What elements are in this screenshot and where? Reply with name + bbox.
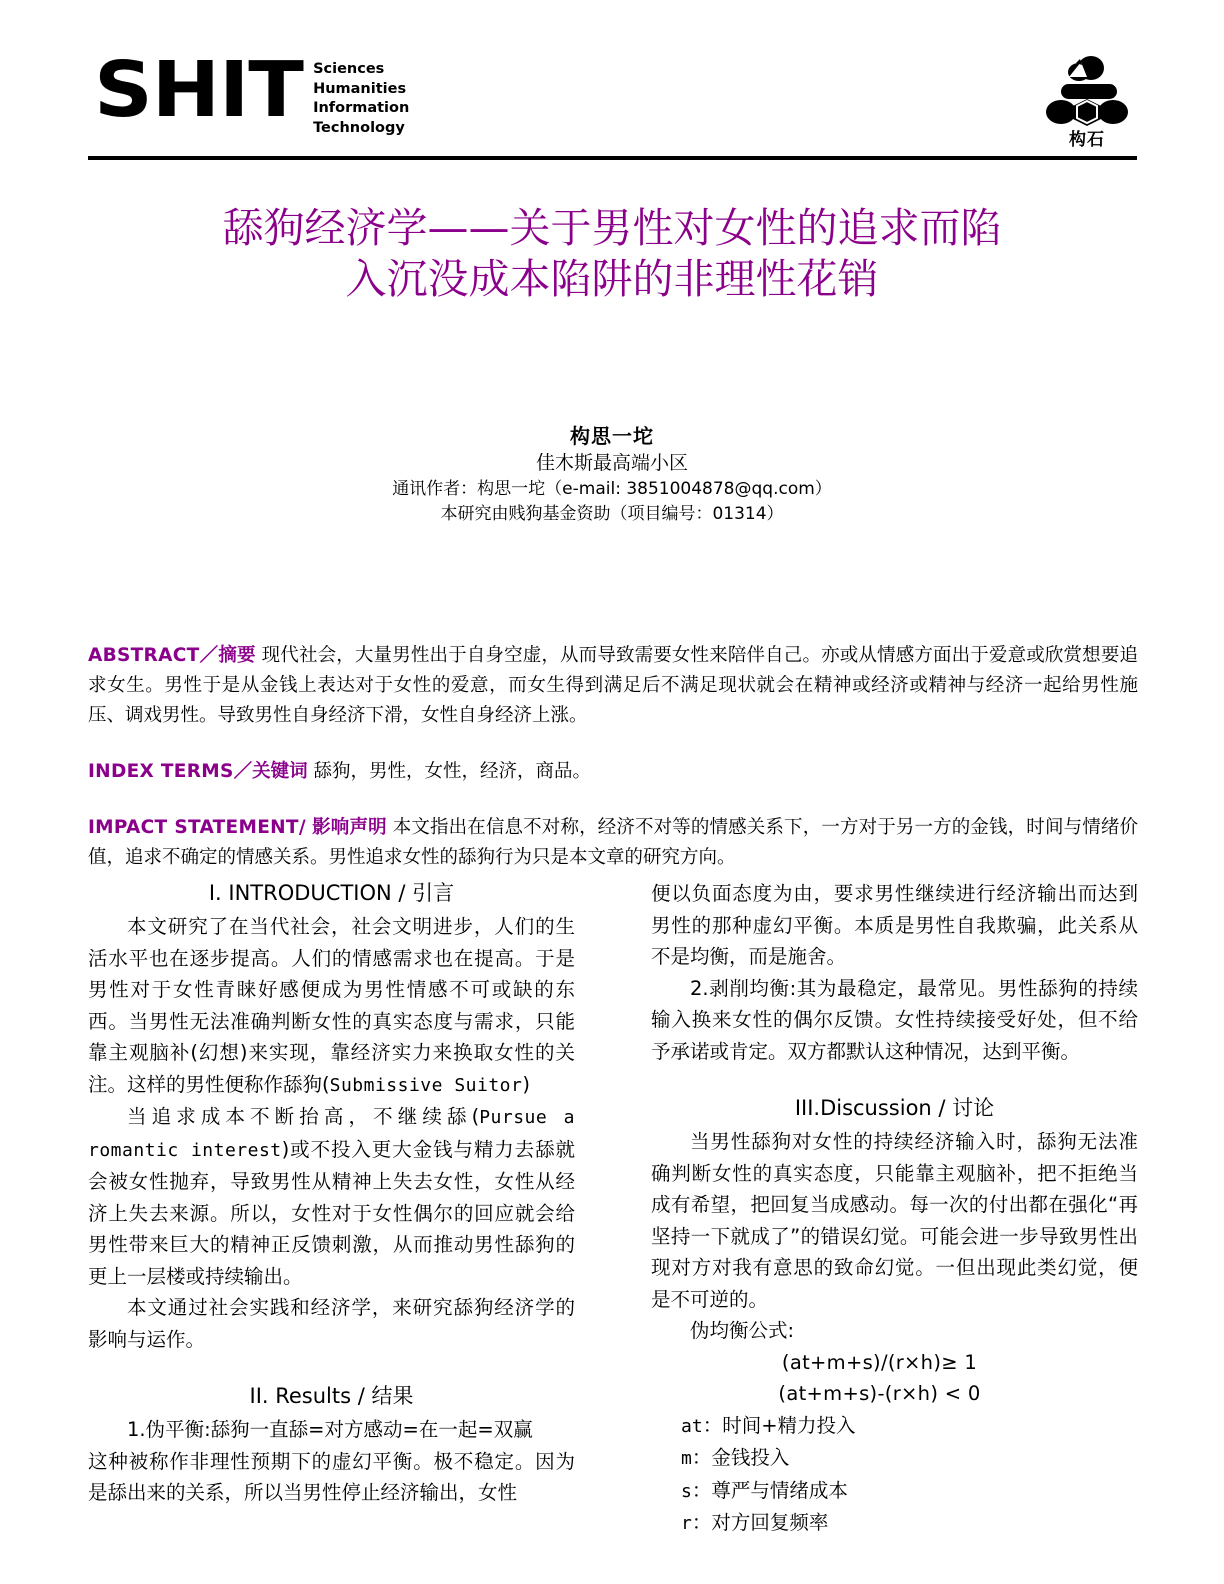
variable-meaning-at: 时间+精力投入 xyxy=(722,1413,856,1437)
results-pseudo-equilibrium-item: 1.伪平衡:舔狗一直舔=对方感动=在一起=双赢 xyxy=(127,1418,533,1441)
publisher-name: 构石 xyxy=(1069,130,1105,150)
intro-paragraph-2-text-a: 当追求成本不断抬高，不继续舔( xyxy=(127,1105,480,1128)
pseudo-equilibrium-formula-1: (at+m+s)/(r×h)≥ 1 xyxy=(781,1350,978,1374)
variable-definition-at xyxy=(651,1410,1138,1443)
results-exploitation-equilibrium-item: 2.剥削均衡:其为最稳定，最常见。男性舔狗的持续输入换来女性的偶尔反馈。女性持续接受好处，但不给予承诺或肯定。双方都默认这种情况，达到平衡。 xyxy=(651,976,1138,1063)
journal-wordmark: SHIT xyxy=(94,46,303,135)
body-column-left xyxy=(88,878,575,1509)
index-terms-text: 舔狗，男性，女性，经济，商品。 xyxy=(313,761,592,782)
expansion-word-humanities: Humanities xyxy=(313,80,407,97)
variable-meaning-r: 对方回复频率 xyxy=(711,1511,829,1534)
body-columns xyxy=(88,878,1138,1558)
variable-definition-s xyxy=(651,1475,1138,1508)
expansion-word-information: Information xyxy=(313,100,410,116)
variable-separator-at: ： xyxy=(702,1413,723,1437)
impact-statement-text: 本文指出在信息不对称，经济不对等的情感关系下，一方对于另一方的金钱，时间与情绪价值，追求不确定的情感关系。男性追求女性的舔狗行为只是本文章的研究方向。 xyxy=(88,817,1138,868)
index-terms-paragraph xyxy=(88,757,1138,787)
front-matter xyxy=(88,641,1138,899)
index-terms-label-en: INDEX TERMS xyxy=(88,761,234,782)
author-affiliation: 佳木斯最高端小区 xyxy=(535,452,688,474)
abstract-text: 现代社会，大量男性出于自身空虚，从而导致需要女性来陪伴自己。亦或从情感方面出于爱意或欣赏想要追求女生。男性于是从金钱上表达对于女性的爱意，而女生得到满足后不满足现状就会在精神或经济或精神与经济一起给男性施压、调戏男性。导致男性自身经济下滑，女性自身经济上涨。 xyxy=(88,645,1138,726)
index-terms-label-zh: ／关键词 xyxy=(233,761,308,782)
variable-definition-r xyxy=(651,1507,1138,1540)
paper-title-line-1: 舔狗经济学——关于男性对女性的追求而陷 xyxy=(222,204,1002,253)
variable-separator-m: ： xyxy=(691,1446,712,1469)
discussion-paragraph-1: 当男性舔狗对女性的持续经济输入时，舔狗无法准确判断女性的真实态度，只能靠主观脑补，把不拒绝当成有希望，把回复当成感动。每一次的付出都在强化“再坚持一下就成了”的错误幻觉。可能会进一步导致男性出现对方对我有意思的致命幻觉。一但出现此类幻觉，便是不可逆的。 xyxy=(651,1130,1138,1311)
author-block xyxy=(112,423,1112,527)
variable-definition-m xyxy=(651,1442,1138,1475)
pseudo-equilibrium-formula-2: (at+m+s)-(r×h) < 0 xyxy=(778,1382,981,1405)
variable-key-at: at xyxy=(681,1415,703,1437)
stacked-stone-pyramid-icon xyxy=(1043,54,1131,130)
body-column-right xyxy=(651,878,1138,1540)
section-heading-introduction: I. INTRODUCTION / 引言 xyxy=(208,881,455,905)
abstract-paragraph xyxy=(88,641,1138,731)
paper-title xyxy=(112,203,1112,305)
impact-statement-label-en: IMPACT STATEMENT xyxy=(88,817,299,838)
author-name: 构思一坨 xyxy=(570,424,654,448)
results-pseudo-equilibrium-explanation: 这种被称作非理性预期下的虚幻平衡。极不稳定。因为是舔出来的关系，所以当男性停止经济输出，女性 xyxy=(88,1449,575,1504)
masthead-divider xyxy=(88,156,1137,160)
variable-key-m: m xyxy=(681,1448,692,1469)
variable-key-s: s xyxy=(681,1480,692,1502)
results-continuation-paragraph: 便以负面态度为由，要求男性继续进行经济输出而达到男性的那种虚幻平衡。本质是男性自我欺骗，此关系从不是均衡，而是施舍。 xyxy=(651,882,1138,968)
intro-term-pursue-romantic-interest: Pursue a romantic interest xyxy=(88,1107,575,1161)
intro-paragraph-3: 本文通过社会实践和经济学，来研究舔狗经济学的影响与运作。 xyxy=(88,1296,575,1351)
variable-separator-r: ： xyxy=(691,1511,712,1534)
formula-intro-label: 伪均衡公式: xyxy=(690,1319,795,1342)
funding-statement: 本研究由贱狗基金资助（项目编号：01314） xyxy=(440,504,784,524)
variable-key-r: r xyxy=(681,1513,692,1534)
variable-meaning-m: 金钱投入 xyxy=(711,1446,790,1469)
intro-paragraph-1 xyxy=(88,911,575,1101)
variable-meaning-s: 尊严与情绪成本 xyxy=(711,1478,848,1502)
expansion-word-technology: Technology xyxy=(313,119,405,136)
paper-title-line-2: 入沉没成本陷阱的非理性花销 xyxy=(345,255,879,304)
intro-paragraph-2-text-b: )或不投入更大金钱与精力去舔就会被女性抛弃，导致男性从精神上失去女性，女性从经济上失去来源。所以，女性对于女性偶尔的回应就会给男性带来巨大的精神正反馈刺激，从而推动男性舔狗的更上一层楼或持续输出。 xyxy=(88,1137,575,1288)
intro-paragraph-1-text-b: ) xyxy=(522,1072,530,1096)
masthead xyxy=(88,46,1137,152)
publisher-logo xyxy=(1041,54,1133,152)
journal-brand xyxy=(94,46,410,138)
section-heading-discussion: III.Discussion / 讨论 xyxy=(794,1096,995,1120)
intro-paragraph-1-text-a: 本文研究了在当代社会，社会文明进步，人们的生活水平也在逐步提高。人们的情感需求也在提高。于是男性对于女性青睐好感便成为男性情感不可或缺的东西。当男性无法准确判断女性的真实态度与需求，只能靠主观脑补(幻想)来实现，靠经济实力来换取女性的关注。这样的男性便称作舔狗( xyxy=(88,915,575,1096)
abstract-label-en: ABSTRACT xyxy=(88,645,200,666)
variable-separator-s: ： xyxy=(691,1478,712,1502)
intro-paragraph-2 xyxy=(88,1101,575,1292)
section-heading-results: II. Results / 结果 xyxy=(249,1384,414,1408)
corresponding-author-contact: 通讯作者：构思一坨（e-mail: 3851004878@qq.com） xyxy=(392,479,832,499)
abstract-label-zh: ／摘要 xyxy=(199,645,256,666)
impact-statement-label-zh: / 影响声明 xyxy=(298,817,387,838)
expansion-word-sciences: Sciences xyxy=(313,61,385,77)
intro-term-submissive-suitor: Submissive Suitor xyxy=(329,1074,523,1096)
impact-statement-paragraph xyxy=(88,813,1138,873)
journal-acronym-expansion xyxy=(313,60,409,138)
